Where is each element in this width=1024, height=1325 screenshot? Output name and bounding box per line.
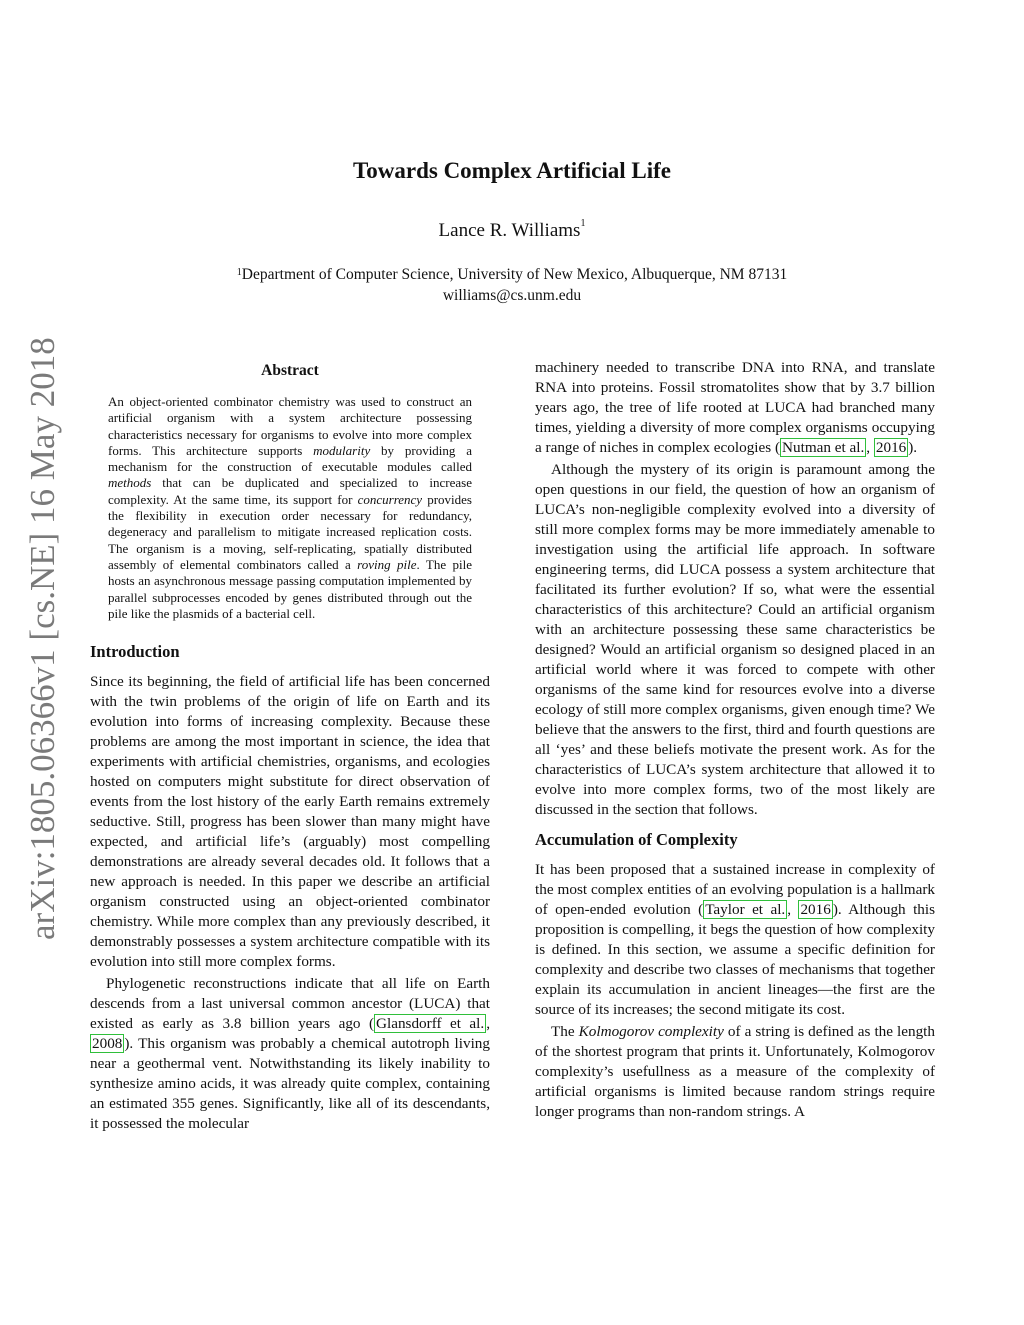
introduction-paragraph-2: Phylogenetic reconstructions indicate that all life on Earth descends from a last universal common ancestor (LUCA) that existed as early as 3.8 billion years ago ( Glansdorff et al. , 2008 ). This organism was probably a chemical autotroph living near a geothermal vent. Notwithstanding its likely inability to synthesize amino acids, it was already quite complex, containing an estimated 355 genes. Significantly, like all of its descendants, it possessed the molecular: [90, 975, 490, 1133]
citation-link-nutman[interactable]: Nutman et al.: [782, 439, 865, 456]
paragraph-part: The: [551, 1023, 579, 1040]
author-line: [0, 220, 1024, 242]
affiliation-line: [0, 264, 1024, 285]
abstract-heading: Abstract: [261, 362, 319, 379]
introduction-paragraph-1: Since its beginning, the field of artificial life has been concerned with the twin problems of the origin of life on Earth and its evolution into forms of increasing complexity. Because these problems are among the most important in science, the idea that experiments with artificial chemistries, organisms, and ecologies hosted on computers might substitute for direct observation of events from the lost history of the early Earth remains extremely seductive. Still, progress has been slower than many might have expected, and artificial life’s (arguably) most compelling demonstrations are already several decades old. It follows that a new approach is needed. In this paper we describe an artificial organism constructed using an object-oriented combinator chemistry. While more complex than any previously described, it demonstrably possesses a system architecture compatible with its evolution into still more complex forms.: [90, 673, 490, 971]
right-column: [535, 358, 935, 1122]
right-column-continuation: machinery needed to transcribe DNA into RNA, and translate RNA into proteins. Fossil stromatolites show that by 3.7 billion years ago, the tree of life rooted at LUCA had branched many times, yielding a diversity of more complex organisms occupying a range of niches in complex ecologies ( Nutman et al. , 2016 ).: [535, 359, 935, 456]
affiliation-text: Department of Computer Science, University of New Mexico, Albuquerque, NM 87131: [241, 266, 788, 283]
paragraph-part: ).: [908, 439, 918, 456]
abstract-part: An object-oriented combinator chemistry was used to construct an artificial organism with a system architecture possessing characteristics necessary for organisms to evolve into more complex forms. This architecture supports: [108, 394, 472, 458]
author-email: williams@cs.unm.edu: [442, 287, 582, 304]
abstract-emphasis: modularity: [313, 442, 371, 458]
citation-link-taylor[interactable]: Taylor et al.: [705, 901, 786, 918]
affiliation-mark: 1: [236, 267, 242, 278]
abstract-emphasis: methods: [108, 475, 152, 491]
paper-title: Towards Complex Artificial Life: [353, 158, 671, 183]
accumulation-paragraph-1: It has been proposed that a sustained increase in complexity of the most complex entities of an evolving population is a hallmark of open-ended evolution ( Taylor et al. , 2016 ). Although this proposition is compelling, it begs the question of how complexity is defined. In this section, we assume a specific definition for complexity and describe two classes of mechanisms that together explain its accumulation in ancient lineages—the first are the source of its increases; the second mitigate its cost.: [535, 861, 936, 1018]
abstract-part: . The pile hosts an asynchronous message passing computation implemented by parallel subprocesses encoded by genes distributed through out the pile like the plasmids of a bacterial cell.: [108, 556, 472, 621]
abstract-emphasis: roving pile: [357, 556, 417, 572]
affiliation-block: [0, 264, 1024, 306]
left-column: [90, 362, 490, 1134]
paragraph-part: It has been proposed that a sustained increase in complexity of the most complex entities of an evolving population is a hallmark of open-ended evolution (: [535, 861, 935, 918]
citation-link-glansdorff[interactable]: Glansdorff et al.: [376, 1015, 485, 1033]
paragraph-part: Phylogenetic reconstructions indicate that all life on Earth descends from a last universal common ancestor (LUCA) that existed as early as 3.8 billion years ago (: [90, 975, 490, 1033]
paragraph-part: ). Although this proposition is compelling, it begs the question of how complexity is defined. In this section, we assume a specific definition for complexity and describe two classes of mechanisms that together explain its accumulation in ancient lineages—the first are the source of its increases; the second mitigate its cost.: [535, 901, 936, 1018]
accumulation-paragraph-2: [535, 1022, 935, 1122]
accumulation-heading: Accumulation of Complexity: [535, 830, 738, 849]
citation-year-link-nutman[interactable]: 2016: [875, 439, 907, 456]
citation-year-link-taylor[interactable]: 2016: [800, 901, 831, 918]
abstract-text: [108, 394, 472, 622]
introduction-paragraph-3: Although the mystery of its origin is paramount among the open questions in our field, the question of how an organism of LUCA’s non-negligible complexity evolved into a diversity of still more complex forms may be more immediately amenable to investigation using the artificial life approach. In software engineering terms, did LUCA possess a system architecture that facilitated its further evolution? If so, what were the essential characteristics of this architecture? Could an artificial organism with an architecture possessing these same characteristics be designed? Would an artificial organism so designed placed in an artificial world where it was forced to compete with other organisms of the same kind for resources evolve into a diverse ecology of still more complex organisms, given enough time? We believe that the answers to the first, third and fourth questions are all ‘yes’ and these beliefs motivate the present work. As for the characteristics of LUCA’s system architecture that allowed it to evolve into more complex forms, two of the most likely are discussed in the section that follows.: [535, 461, 935, 818]
abstract-emphasis: concurrency: [357, 491, 423, 507]
paragraph-part: machinery needed to transcribe DNA into RNA, and translate RNA into proteins. Fossil stromatolites show that by 3.7 billion years ago, the tree of life rooted at LUCA had branched many times, yielding a diversity of more complex organisms occupying a range of niches in complex ecologies (: [535, 359, 935, 456]
abstract-part: by providing a mechanism for the construction of executable modules called: [108, 442, 473, 475]
abstract-part: provides the flexibility in execution order necessary for redundancy, degeneracy and parallelism to mitigate increased replication costs. The organism is a moving, self-replicating, spatially distributed assembly of elemental combinators called a: [108, 491, 472, 572]
arxiv-identifier-stamp: arXiv:1805.06366v1 [cs.NE] 16 May 2018: [23, 337, 62, 940]
paragraph-part: of a string is defined as the length of the shortest program that prints it. Unfortunately, Kolmogorov complexity’s usefullness as a measure of the complexity of artificial organisms is limited because random strings require longer programs than non-random strings. A: [535, 1023, 935, 1120]
citation-year-link-glansdorff[interactable]: 2008: [92, 1035, 123, 1053]
author-affiliation-mark: 1: [580, 218, 586, 229]
introduction-heading: Introduction: [90, 642, 180, 662]
term-emphasis: Kolmogorov complexity: [578, 1023, 724, 1040]
abstract-part: that can be duplicated and specialized to increase complexity. At the same time, its support for: [108, 475, 472, 507]
author-name: Lance R. Williams: [438, 220, 581, 241]
paragraph-part: ). This organism was probably a chemical autotroph living near a geothermal vent. Notwithstanding its likely inability to synthesize amino acids, it was already quite complex, containing an estimated 355 genes. Significantly, like all of its descendants, it possessed the molecular: [90, 1035, 490, 1133]
